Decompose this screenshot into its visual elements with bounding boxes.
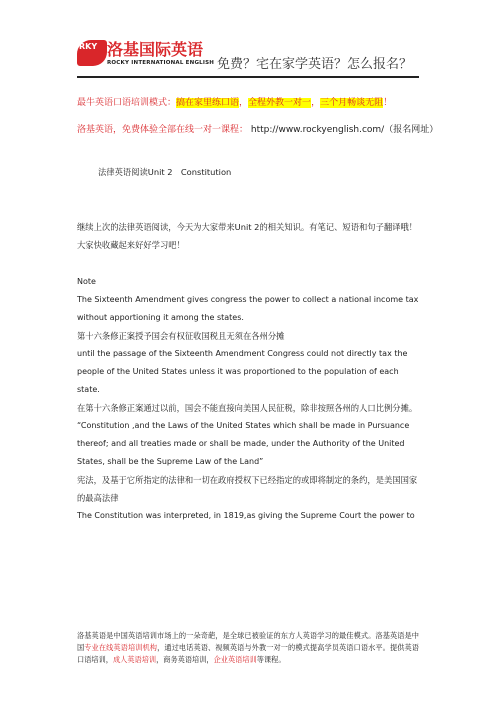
article-title: 法律英语阅读Unit 2 Constitution bbox=[98, 167, 232, 177]
footer-text-3: ，商务英语培训， bbox=[156, 655, 214, 664]
paragraph-3-english: “Constitution ,and the Laws of the United States which shall be made in Pursuance thereof; and all treaties made or shall be made, under the Authority of the United States, shall be the Supreme Law of the Land” bbox=[77, 421, 410, 466]
paragraph-1-chinese: 第十六条修正案授予国会有权征收国税且无须在各州分摊 bbox=[77, 331, 285, 341]
promo-line-2 bbox=[77, 122, 438, 135]
promo-highlight-2: 全程外教一对一 bbox=[248, 98, 312, 108]
signup-url-link[interactable]: http://www.rockyenglish.com/ bbox=[250, 125, 385, 135]
promo-line-1 bbox=[77, 95, 392, 108]
promo-highlight-1: 搞在家里练口语 bbox=[176, 98, 240, 108]
header-tagline: 免费？宅在家学英语？怎么报名？ bbox=[217, 57, 413, 72]
paragraph-1-english: The Sixteenth Amendment gives congress the power to collect a national income tax without apportioning it among the states. bbox=[77, 295, 419, 322]
footer-link-adult-training[interactable]: 成人英语培训 bbox=[112, 655, 157, 664]
promo-sep-2: ， bbox=[311, 98, 321, 108]
logo-english-name: ROCKY INTERNATIONAL ENGLISH bbox=[107, 60, 215, 66]
logo-chinese-name: 洛基国际英语 bbox=[107, 40, 204, 59]
logo-badge-text: RKY bbox=[79, 42, 98, 51]
paragraph-3-chinese: 宪法，及基于它所指定的法律和一切在政府授权下已经指定的或即将制定的条约，是美国国家的最高法律 bbox=[77, 475, 418, 503]
signup-url-suffix: （报名网址） bbox=[384, 125, 439, 135]
footer-link-enterprise-training[interactable]: 企业英语培训 bbox=[213, 655, 257, 664]
header-divider bbox=[77, 76, 419, 78]
promo-line-1-prefix: 最牛英语口语培训模式： bbox=[77, 98, 177, 108]
paragraph-2-english: until the passage of the Sixteenth Amendment Congress could not directly tax the people of the United States unless it was proportioned to the population of each state. bbox=[77, 349, 408, 394]
footer-text-1: 洛基英语是中国英语培训市场上的一朵奇葩，是全球已被验证的东方人英语学习的最佳模式。洛基英语是中国 bbox=[77, 631, 419, 652]
note-label: Note bbox=[77, 277, 96, 286]
intro-paragraph: 继续上次的法律英语阅读，今天为大家带来Unit 2的相关知识。有笔记、短语和句子翻译哦！大家快收藏起来好好学习吧！ bbox=[77, 222, 418, 250]
promo-line-1-end: ！ bbox=[383, 98, 393, 108]
footer-link-online-training[interactable]: 专业在线英语培训机构 bbox=[84, 643, 158, 652]
footer-blurb bbox=[77, 630, 419, 666]
promo-line-2-prefix: 洛基英语，免费体验全部在线一对一课程： bbox=[77, 125, 249, 135]
footer-text-4: 等课程。 bbox=[256, 655, 286, 664]
footer-text-2: ，通过电话英语、视频英语与外教一对一的模式提高学员英语口语水平。提供英语口语培训， bbox=[77, 643, 419, 664]
promo-highlight-3: 三个月畅谈无阻 bbox=[320, 98, 384, 108]
paragraph-4-english: The Constitution was interpreted, in 1819,as giving the Supreme Court the power to bbox=[77, 511, 415, 520]
logo-badge bbox=[77, 40, 107, 66]
promo-sep-1: ， bbox=[239, 98, 249, 108]
paragraph-2-chinese: 在第十六条修正案通过以前，国会不能直接向美国人民征税，除非按照各州的人口比例分摊。 bbox=[77, 403, 418, 413]
rocky-logo bbox=[77, 40, 227, 70]
